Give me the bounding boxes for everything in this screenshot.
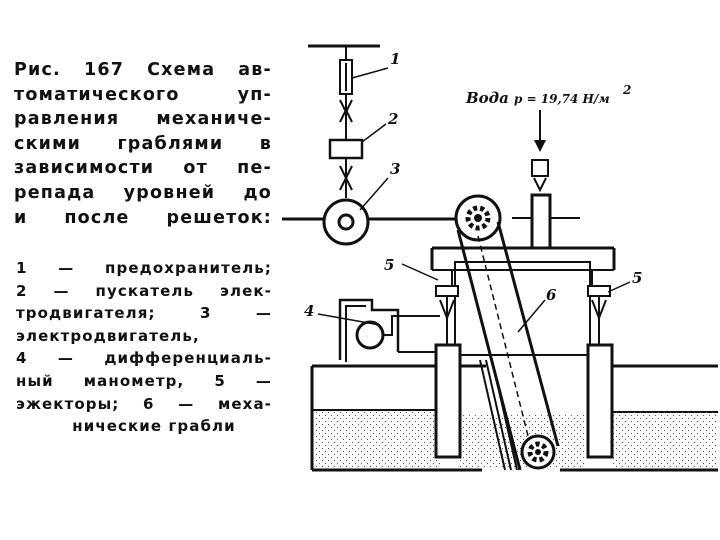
label-starter-number: 2 <box>388 110 399 128</box>
label-ejector-number: 5 <box>384 256 395 274</box>
label-manometer-number: 4 <box>304 302 315 320</box>
label-motor-number: 3 <box>390 160 401 178</box>
caption-line: зависимости от пе- <box>14 158 272 179</box>
electric-motor <box>282 200 472 244</box>
legend-line: 2 — пускатель элек- <box>16 281 272 300</box>
motor-starter <box>330 140 362 198</box>
upper-sprocket <box>456 196 500 240</box>
water-inlet <box>532 110 550 248</box>
legend-line: ный манометр, 5 — <box>16 371 272 390</box>
legend-line: эжекторы; 6 — меха- <box>16 394 272 413</box>
differential-manometer <box>340 300 440 362</box>
ejector-left <box>436 286 460 457</box>
caption-line: и после решеток: <box>14 207 272 228</box>
label-fuse-number: 1 <box>390 50 401 68</box>
legend-line: 4 — дифференциаль- <box>16 349 272 368</box>
water-label: Вода <box>466 89 509 107</box>
label-rake-number: 6 <box>546 286 557 304</box>
lower-sprocket <box>522 436 554 468</box>
caption-line: равления механиче- <box>14 109 272 130</box>
caption-line: томатического уп- <box>14 84 272 105</box>
caption-line: репада уровней до <box>14 182 272 203</box>
legend-line: нические грабли <box>72 417 236 436</box>
pressure-exponent: 2 <box>623 83 632 97</box>
legend-line: электродвигатель, <box>16 326 200 345</box>
fuse <box>308 46 380 140</box>
ejector-right <box>588 286 612 457</box>
pressure-label: p = 19,74 Н/м <box>514 92 610 106</box>
legend-line: 1 — предохранитель; <box>16 259 272 277</box>
legend-line: тродвигателя; 3 — <box>16 304 272 323</box>
caption-line: Рис. 167 Схема ав- <box>14 60 272 80</box>
label-ejector-number: 5 <box>632 269 643 287</box>
caption-line: скими граблями в <box>14 133 272 154</box>
